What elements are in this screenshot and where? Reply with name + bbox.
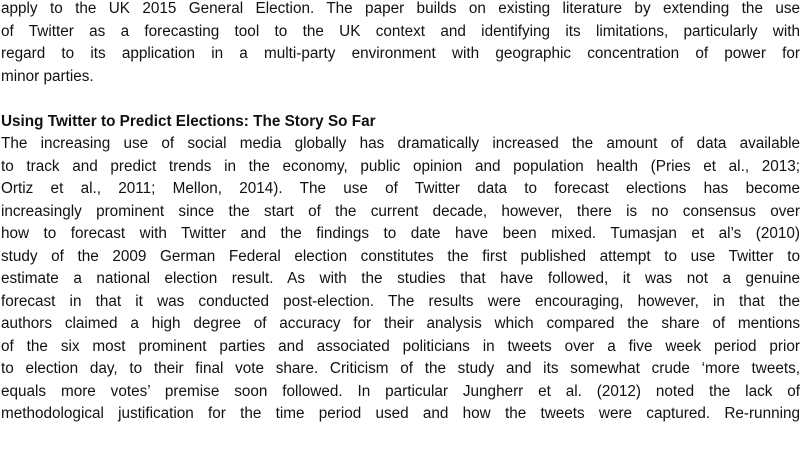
text-line: authors claimed a high degree of accuracy for their analysis which compared the share of mentions (1, 315, 800, 332)
text-line: regard to its application in a multi-party environment with geographic concentration of power for (1, 45, 800, 62)
text-line: how to forecast with Twitter and the findings to date have been mixed. Tumasjan et al’s (2010) (1, 225, 800, 242)
text-line: of Twitter as a forecasting tool to the UK context and identifying its limitations, particularly with (1, 22, 800, 40)
text-line: minor parties. (1, 67, 94, 85)
text-line: to election day, to their final vote share. Criticism of the study and its somewhat crude ‘more tweets, (1, 360, 800, 377)
text-line: apply to the UK 2015 General Election. The paper builds on existing literature by extending the use (1, 0, 800, 17)
paragraph-spacer (0, 88, 800, 111)
text-line: study of the 2009 German Federal election constitutes the first published attempt to use Twitter to (1, 247, 800, 265)
text-line: equals more votes’ premise soon followed. In particular Jungherr et al. (2012) noted the lack of (1, 382, 800, 400)
intro-paragraph (0, 0, 800, 88)
section-story-so-far (0, 111, 800, 426)
text-line: The increasing use of social media globally has dramatically increased the amount of data available (1, 135, 800, 152)
text-line: forecast in that it was conducted post-election. The results were encouraging, however, in that the (1, 292, 800, 310)
text-line: to track and predict trends in the economy, public opinion and population health (Pries et al., 2013; (1, 157, 800, 175)
text-line: estimate a national election result. As with the studies that have followed, it was not a genuine (1, 270, 800, 287)
text-line: increasingly prominent since the start of the current decade, however, there is no consensus over (1, 202, 800, 220)
section-heading: Using Twitter to Predict Elections: The Story So Far (1, 112, 376, 130)
text-line: of the six most prominent parties and associated politicians in tweets over a five week period prior (1, 337, 800, 355)
text-line: methodological justification for the time period used and how the tweets were captured. Re-running (1, 405, 800, 422)
text-line: Ortiz et al., 2011; Mellon, 2014). The use of Twitter data to forecast elections has become (1, 180, 800, 197)
